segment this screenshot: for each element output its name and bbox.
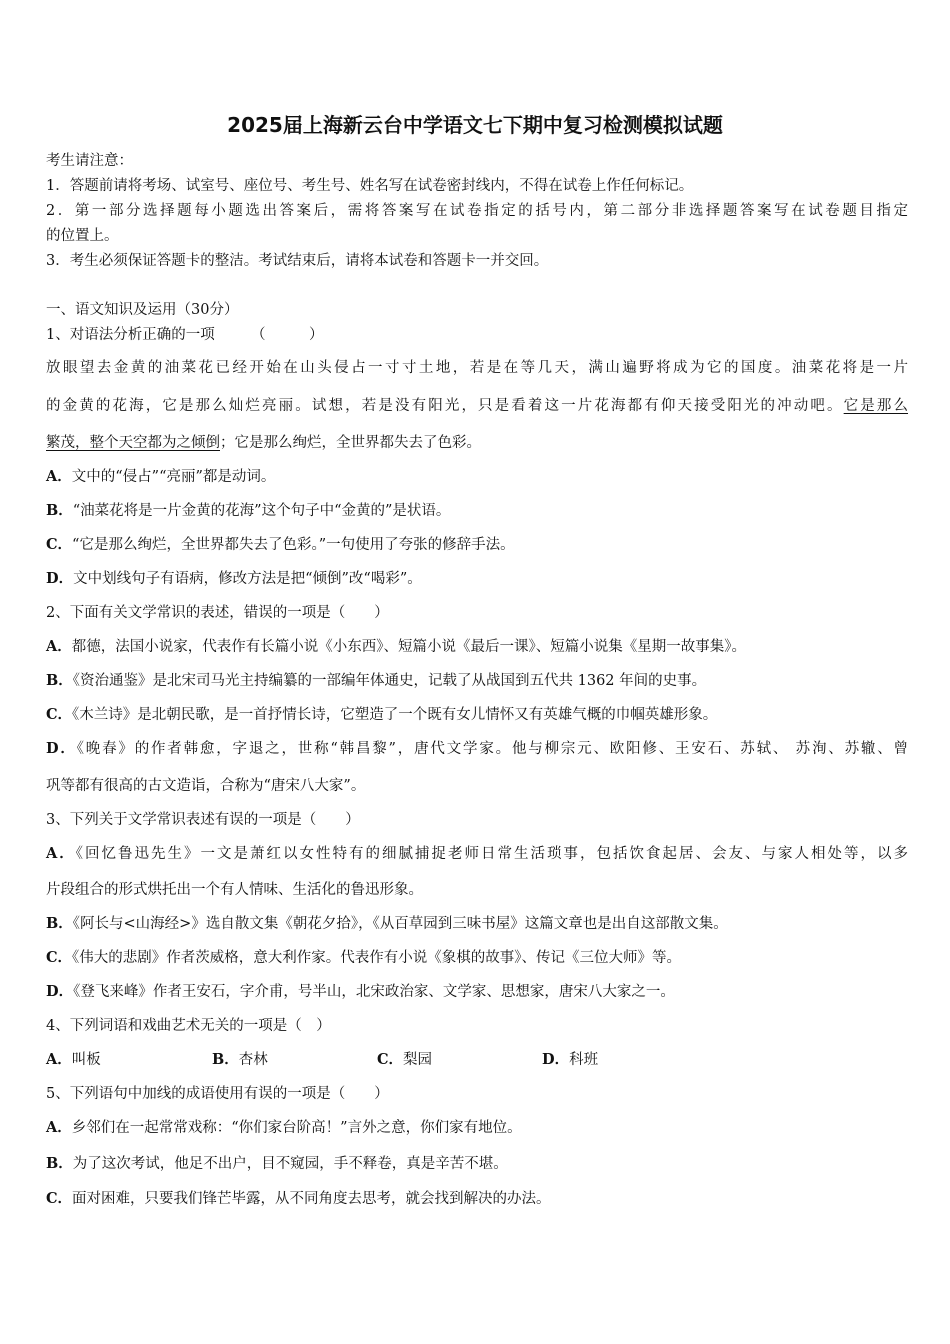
- option-a: [46, 844, 908, 864]
- option-a: [46, 1118, 908, 1138]
- section-heading: 一、语文知识及运用（30分）: [46, 302, 239, 318]
- option-label: C．: [46, 536, 73, 553]
- option-text: 《阿长与<山海经>》选自散文集《朝花夕拾》，《从百草园到三味书屋》这篇文章也是出自这部散文集。: [72, 916, 728, 932]
- question-4-stem: 4、下列词语和戏曲艺术无关的一项是（ ）: [46, 1018, 331, 1034]
- option-b: [46, 1154, 908, 1174]
- option-text: “它是那么绚烂，全世界都失去了色彩。”一句使用了夸张的修辞手法。: [72, 537, 515, 553]
- notice-item: 3．考生必须保证答题卡的整洁。考试结束后，请将本试卷和答题卡一并交回。: [46, 253, 549, 269]
- question-1-passage: 放眼望去金黄的油菜花已经开始在山头侵占一寸寸土地，若是在等几天，满山遍野将成为它的国度。油菜花将是一片: [46, 360, 908, 376]
- option-text: 《登飞来峰》作者王安石，字介甫，号半山，北宋政治家、文学家、思想家，唐宋八大家之一。: [73, 984, 675, 1000]
- option-label: D．: [542, 1051, 570, 1068]
- option-label: A．: [46, 845, 76, 862]
- question-1-stem: 1、对语法分析正确的一项 （ ）: [46, 327, 324, 343]
- option-label: B．: [46, 672, 73, 689]
- option-label: D．: [46, 740, 77, 757]
- option-label: C．: [46, 949, 73, 966]
- question-1-passage: [46, 396, 908, 416]
- option-label: B．: [46, 502, 73, 519]
- option-b: [212, 1050, 268, 1070]
- option-label: B．: [212, 1051, 239, 1068]
- passage-text: ；它是那么绚烂，全世界都失去了色彩。: [220, 435, 481, 451]
- option-c: [46, 948, 908, 968]
- option-d: [46, 982, 908, 1002]
- option-text: 乡邻们在一起常常戏称：“你们家台阶高！”言外之意，你们家有地位。: [71, 1120, 522, 1136]
- option-label: C．: [46, 1190, 73, 1207]
- option-c: [46, 1189, 908, 1209]
- option-text: 叫板: [71, 1052, 101, 1068]
- option-label: A．: [46, 1051, 72, 1068]
- question-5-stem: 5、下列语句中加线的成语使用有误的一项是（ ）: [46, 1086, 389, 1102]
- option-c: [46, 535, 908, 555]
- option-text: 文中划线句子有语病，修改方法是把“倾倒”改“喝彩”。: [73, 571, 422, 587]
- option-d: [46, 739, 908, 759]
- option-label: B．: [46, 1155, 73, 1172]
- option-text: 科班: [569, 1052, 599, 1068]
- option-c: [377, 1050, 432, 1070]
- option-text: 梨园: [403, 1052, 433, 1068]
- option-b: [46, 671, 908, 691]
- option-d-continued: 巩等都有很高的古文造诣，合称为“唐宋八大家”。: [46, 778, 366, 794]
- option-label: D．: [46, 983, 74, 1000]
- notice-heading: 考生请注意：: [46, 153, 133, 169]
- option-label: A．: [46, 468, 72, 485]
- page-title: 2025届上海新云台中学语文七下期中复习检测模拟试题: [227, 113, 723, 137]
- option-label: D．: [46, 570, 74, 587]
- option-text: 《伟大的悲剧》作者茨威格，意大利作家。代表作有小说《象棋的故事》、传记《三位大师》等。: [72, 950, 682, 966]
- option-d: [542, 1050, 598, 1070]
- option-a: [46, 637, 908, 657]
- option-label: C．: [46, 706, 73, 723]
- option-c: [46, 705, 908, 725]
- option-text: 《回忆鲁迅先生》一文是萧红以女性特有的细腻捕捉老师日常生活琐事，包括饮食起居、会友、与家人相处等，以多: [75, 846, 908, 862]
- passage-text: 的金黄的花海，它是那么灿烂亮丽。试想，若是没有阳光，只是看着这一片花海都有仰天接受阳光的冲动吧。: [46, 398, 844, 414]
- option-a: [46, 1050, 101, 1070]
- option-a-continued: 片段组合的形式烘托出一个有人情味、生活化的鲁迅形象。: [46, 882, 423, 898]
- option-label: C．: [377, 1051, 404, 1068]
- option-text: 面对困难，只要我们锋芒毕露，从不同角度去思考，就会找到解决的办法。: [72, 1191, 551, 1207]
- option-text: 杏林: [238, 1052, 268, 1068]
- notice-item: 2．第一部分选择题每小题选出答案后，需将答案写在试卷指定的括号内，第二部分非选择题答案写在试卷题目指定: [46, 203, 908, 219]
- option-label: A．: [46, 638, 72, 655]
- notice-item: 的位置上。: [46, 228, 119, 244]
- option-a: [46, 467, 908, 487]
- option-label: A．: [46, 1119, 72, 1136]
- underlined-sentence: 它是那么: [843, 398, 909, 414]
- notice-item: 1．答题前请将考场、试室号、座位号、考生号、姓名写在试卷密封线内，不得在试卷上作任何标记。: [46, 178, 694, 194]
- option-text: 《晚春》的作者韩愈，字退之，世称“韩昌黎”，唐代文学家。他与柳宗元、欧阳修、王安石、苏轼、 苏洵、苏辙、曾: [76, 741, 908, 757]
- question-1-passage: [46, 433, 908, 453]
- question-2-stem: 2、下面有关文学常识的表述，错误的一项是（ ）: [46, 605, 389, 621]
- option-text: 为了这次考试，他足不出户，目不窥园，手不释卷，真是辛苦不堪。: [72, 1156, 508, 1172]
- option-label: B．: [46, 915, 73, 932]
- option-text: 《木兰诗》是北朝民歌，是一首抒情长诗，它塑造了一个既有女儿情怀又有英雄气概的巾帼英雄形象。: [72, 707, 718, 723]
- underlined-sentence: 繁茂，整个天空都为之倾倒: [46, 435, 220, 451]
- question-3-stem: 3、下列关于文学常识表述有误的一项是（ ）: [46, 812, 360, 828]
- option-d: [46, 569, 908, 589]
- option-b: [46, 914, 908, 934]
- option-text: 都德，法国小说家，代表作有长篇小说《小东西》、短篇小说《最后一课》、短篇小说集《星期一故事集》。: [71, 639, 747, 655]
- option-text: 文中的“侵占”“亮丽”都是动词。: [71, 469, 276, 485]
- option-text: “油菜花将是一片金黄的花海”这个句子中“金黄的”是状语。: [72, 503, 451, 519]
- option-text: 《资治通鉴》是北宋司马光主持编纂的一部编年体通史，记载了从战国到五代共 1362 年间的史事。: [72, 673, 707, 689]
- option-b: [46, 501, 908, 521]
